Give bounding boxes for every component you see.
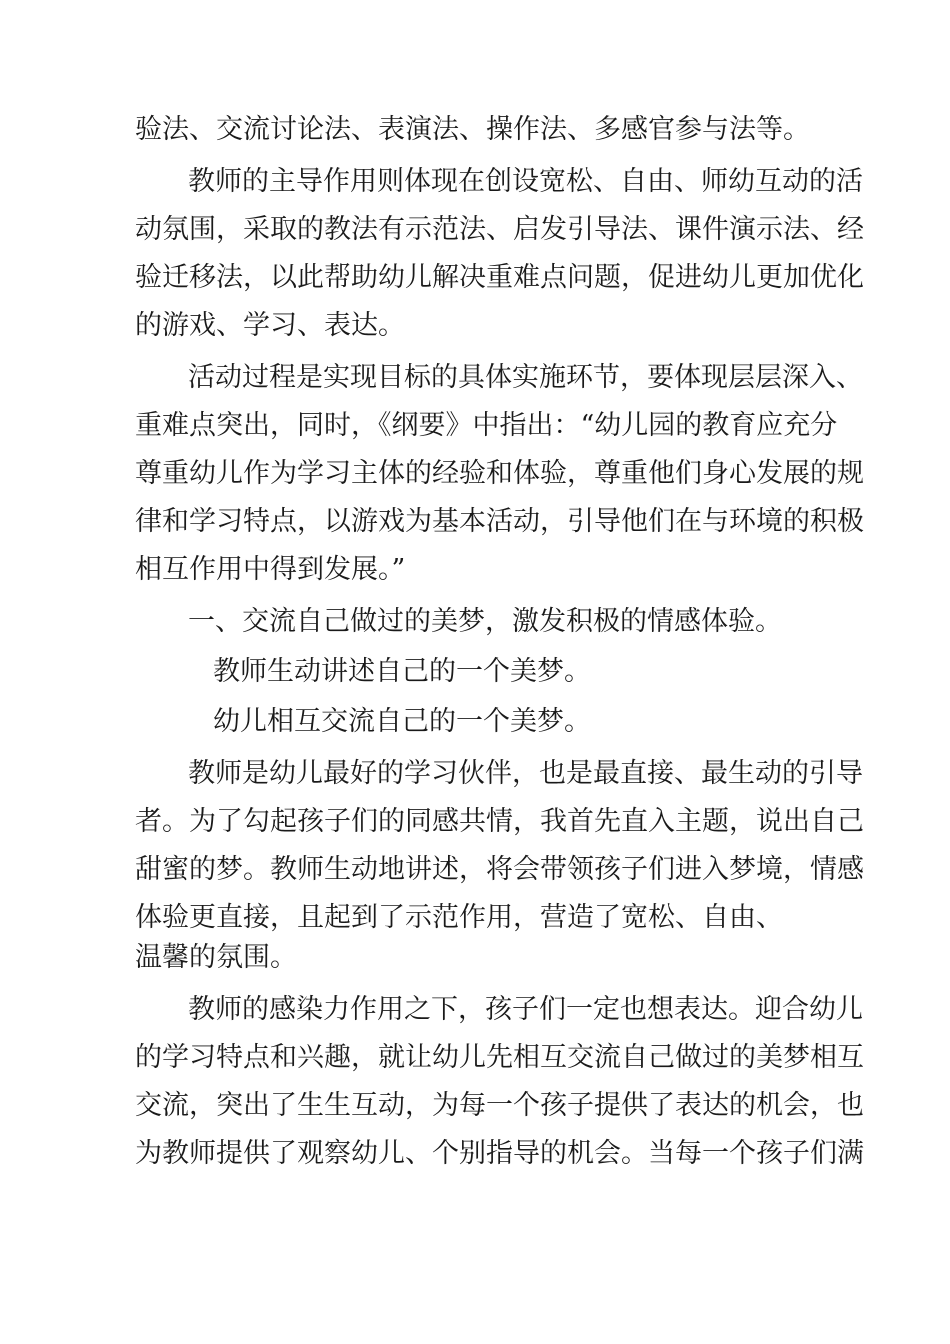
text-line: 甜蜜的梦。教师生动地讲述，将会带领孩子们进入梦境，情感	[135, 854, 864, 885]
text-line: 尊重幼儿作为学习主体的经验和体验，尊重他们身心发展的规	[135, 458, 864, 489]
text-line: 者。为了勾起孩子们的同感共情，我首先直入主题，说出自己	[135, 806, 864, 837]
text-line: 的学习特点和兴趣，就让幼儿先相互交流自己做过的美梦相互	[135, 1042, 864, 1073]
text-line: 动氛围，采取的教法有示范法、启发引导法、课件演示法、经	[135, 214, 864, 245]
text-line: 教师的感染力作用之下，孩子们一定也想表达。迎合幼儿	[188, 994, 863, 1025]
text-line: 为教师提供了观察幼儿、个别指导的机会。当每一个孩子们满	[135, 1138, 864, 1169]
text-line: 教师的主导作用则体现在创设宽松、自由、师幼互动的活	[188, 166, 863, 197]
text-line: 律和学习特点，以游戏为基本活动，引导他们在与环境的积极	[135, 506, 864, 537]
text-line: 验法、交流讨论法、表演法、操作法、多感官参与法等。	[135, 114, 810, 145]
section-heading: 一、交流自己做过的美梦，激发积极的情感体验。	[188, 606, 782, 637]
text-line: 交流，突出了生生互动，为每一个孩子提供了表达的机会，也	[135, 1090, 864, 1121]
text-line: 教师生动讲述自己的一个美梦。	[213, 656, 591, 687]
text-line: 体验更直接，且起到了示范作用，营造了宽松、自由、	[135, 902, 783, 933]
text-line: 的游戏、学习、表达。	[135, 310, 405, 341]
text-line: 活动过程是实现目标的具体实施环节，要体现层层深入、	[188, 362, 863, 393]
text-line: 温馨的氛围。	[135, 942, 297, 973]
text-line: 验迁移法，以此帮助幼儿解决重难点问题，促进幼儿更加优化	[135, 262, 864, 293]
text-line: 相互作用中得到发展。”	[135, 554, 406, 585]
text-line: 教师是幼儿最好的学习伙伴，也是最直接、最生动的引导	[188, 758, 863, 789]
text-line: 重难点突出，同时，《纲要》中指出：“幼儿园的教育应充分	[135, 410, 838, 441]
text-line: 幼儿相互交流自己的一个美梦。	[213, 706, 591, 737]
